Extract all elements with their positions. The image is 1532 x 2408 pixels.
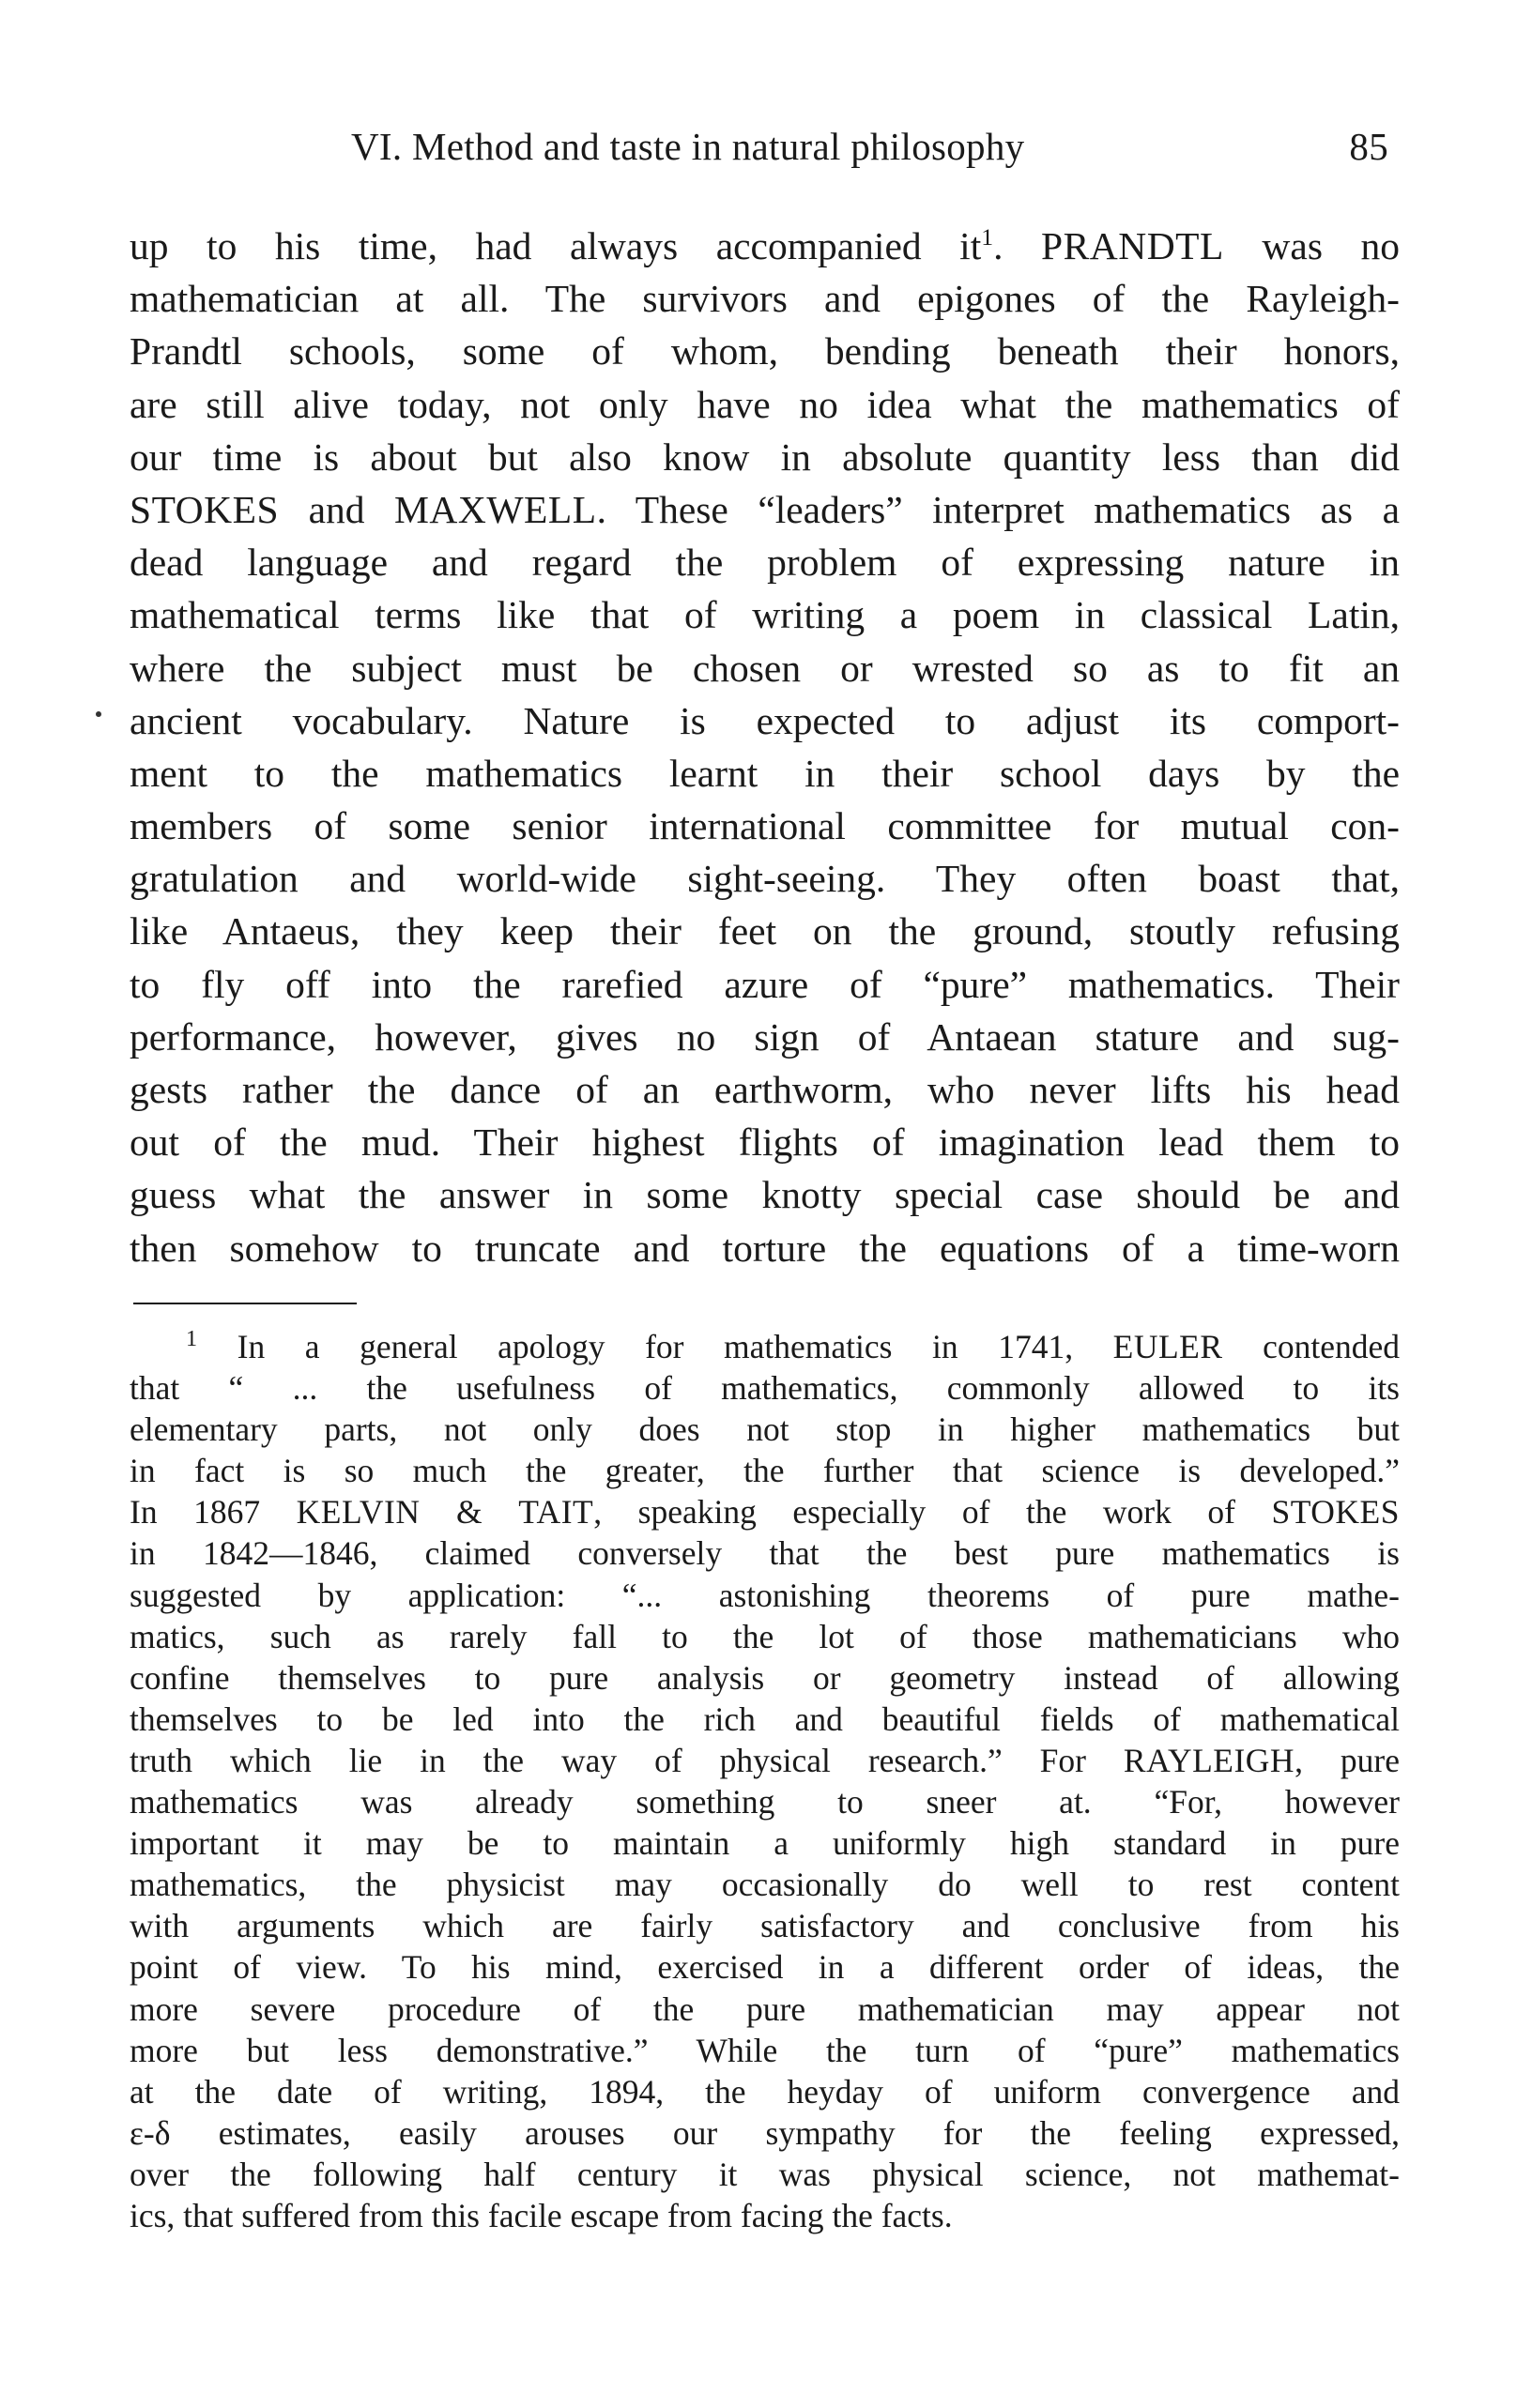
author-name: TAIT	[518, 1493, 594, 1532]
footnote-ref: 1	[981, 223, 994, 251]
margin-mark	[96, 711, 101, 717]
author-name: STOKES	[130, 487, 280, 531]
footnote-marker: 1	[186, 1326, 198, 1352]
footnote-line: mathematics, the physicist may occasionally do well to rest content	[130, 1866, 1400, 1904]
running-head	[130, 120, 1400, 173]
footnote-line: more but less demonstrative.” While the turn of “pure” mathematics	[130, 2031, 1400, 2069]
text-line: gratulation and world-wide sight-seeing. They often boast that,	[130, 857, 1400, 901]
footnote-line: confine themselves to pure analysis or geometry instead of allowing	[130, 1658, 1400, 1697]
footnote-line: at the date of writing, 1894, the heyday of uniform convergence and	[130, 2072, 1400, 2111]
text-line: ment to the mathematics learnt in their school days by the	[130, 751, 1400, 795]
author-name: PRANDTL	[1041, 224, 1224, 267]
text-line: mathematical terms like that of writing a poem in classical Latin,	[130, 593, 1400, 637]
text-line: are still alive today, not only have no idea what the mathematics of	[130, 382, 1400, 426]
text-line: like Antaeus, they keep their feet on the ground, stoutly refusing	[130, 909, 1400, 953]
footnote-line: elementary parts, not only does not stop in higher mathematics but	[130, 1410, 1400, 1449]
footnote	[130, 1326, 1400, 2236]
text-line: to fly off into the rarefied azure of “pure” mathematics. Their	[130, 962, 1400, 1006]
footnote-divider	[133, 1303, 357, 1304]
footnote-line: mathematics was already something to sneer at. “For, however	[130, 1783, 1400, 1821]
text-line: mathematician at all. The survivors and epigones of the Rayleigh-	[130, 277, 1400, 321]
text-line: guess what the answer in some knotty special case should be and	[130, 1173, 1400, 1217]
text-line: gests rather the dance of an earthworm, who never lifts his head	[130, 1068, 1400, 1111]
footnote-line: in 1842—1846, claimed conversely that the best pure mathematics is	[130, 1534, 1400, 1573]
text-line: performance, however, gives no sign of Antaean stature and sug-	[130, 1014, 1400, 1059]
footnote-line: In 1867 KELVIN & TAIT, speaking especially of the work of STOKES	[130, 1493, 1400, 1532]
text-line: members of some senior international committee for mutual con-	[130, 804, 1400, 848]
running-title: VI. Method and taste in natural philosophy	[351, 125, 1025, 168]
text-line: up to his time, had always accompanied $it^1$. PRANDTL was no	[130, 223, 1401, 267]
footnote-line: suggested by application: “... astonishing theorems of pure mathe-	[130, 1576, 1400, 1614]
footnote-line: $^1$ In a general apology for mathematics in 1741, EULER contended	[186, 1326, 1401, 1365]
footnote-line: over the following half century it was physical science, not mathemat-	[130, 2155, 1400, 2193]
footnote-line: truth which lie in the way of physical research.” For RAYLEIGH, pure	[130, 1741, 1400, 1779]
footnote-line: more severe procedure of the pure mathematician may appear not	[130, 1989, 1400, 2028]
footnote-line: that “ ... the usefulness of mathematics, commonly allowed to its	[130, 1369, 1400, 1408]
footnote-line: ics, that suffered from this facile escape from facing the facts.	[130, 2196, 953, 2234]
author-name: EULER	[1112, 1328, 1223, 1365]
author-name: KELVIN	[296, 1493, 421, 1532]
author-name: RAYLEIGH	[1123, 1741, 1295, 1779]
text-line: STOKES and MAXWELL. These “leaders” interpret mathematics as a	[130, 487, 1400, 531]
footnote-line: important it may be to maintain a uniformly high standard in pure	[130, 1824, 1400, 1863]
text-line: dead language and regard the problem of expressing nature in	[130, 541, 1400, 585]
text-line: Prandtl schools, some of whom, bending beneath their honors,	[130, 329, 1400, 373]
author-name: MAXWELL	[394, 487, 597, 531]
text-line: out of the mud. Their highest flights of imagination lead them to	[130, 1120, 1400, 1165]
footnote-line: in fact is so much the greater, the further that science is developed.”	[130, 1452, 1400, 1490]
footnote-line: point of view. To his mind, exercised in a different order of ideas, the	[130, 1948, 1400, 1987]
text-line: our time is about but also know in absolute quantity less than did	[130, 434, 1400, 479]
text-line: then somehow to truncate and torture the equations of a time-worn	[130, 1226, 1400, 1270]
footnote-line: with arguments which are fairly satisfactory and conclusive from his	[130, 1907, 1400, 1945]
text-line: where the subject must be chosen or wrested so as to fit an	[130, 646, 1400, 690]
footnote-line: themselves to be led into the rich and beautiful fields of mathematical	[130, 1699, 1400, 1738]
footnote-line: ε-δ estimates, easily arouses our sympathy for the feeling expressed,	[130, 2113, 1400, 2152]
text-line: ancient vocabulary. Nature is expected to adjust its comport-	[130, 698, 1400, 742]
page-number: 85	[1349, 125, 1388, 168]
footnote-line: matics, such as rarely fall to the lot of those mathematicians who	[130, 1617, 1400, 1655]
main-text	[130, 220, 1400, 1274]
author-name: STOKES	[1271, 1493, 1400, 1532]
